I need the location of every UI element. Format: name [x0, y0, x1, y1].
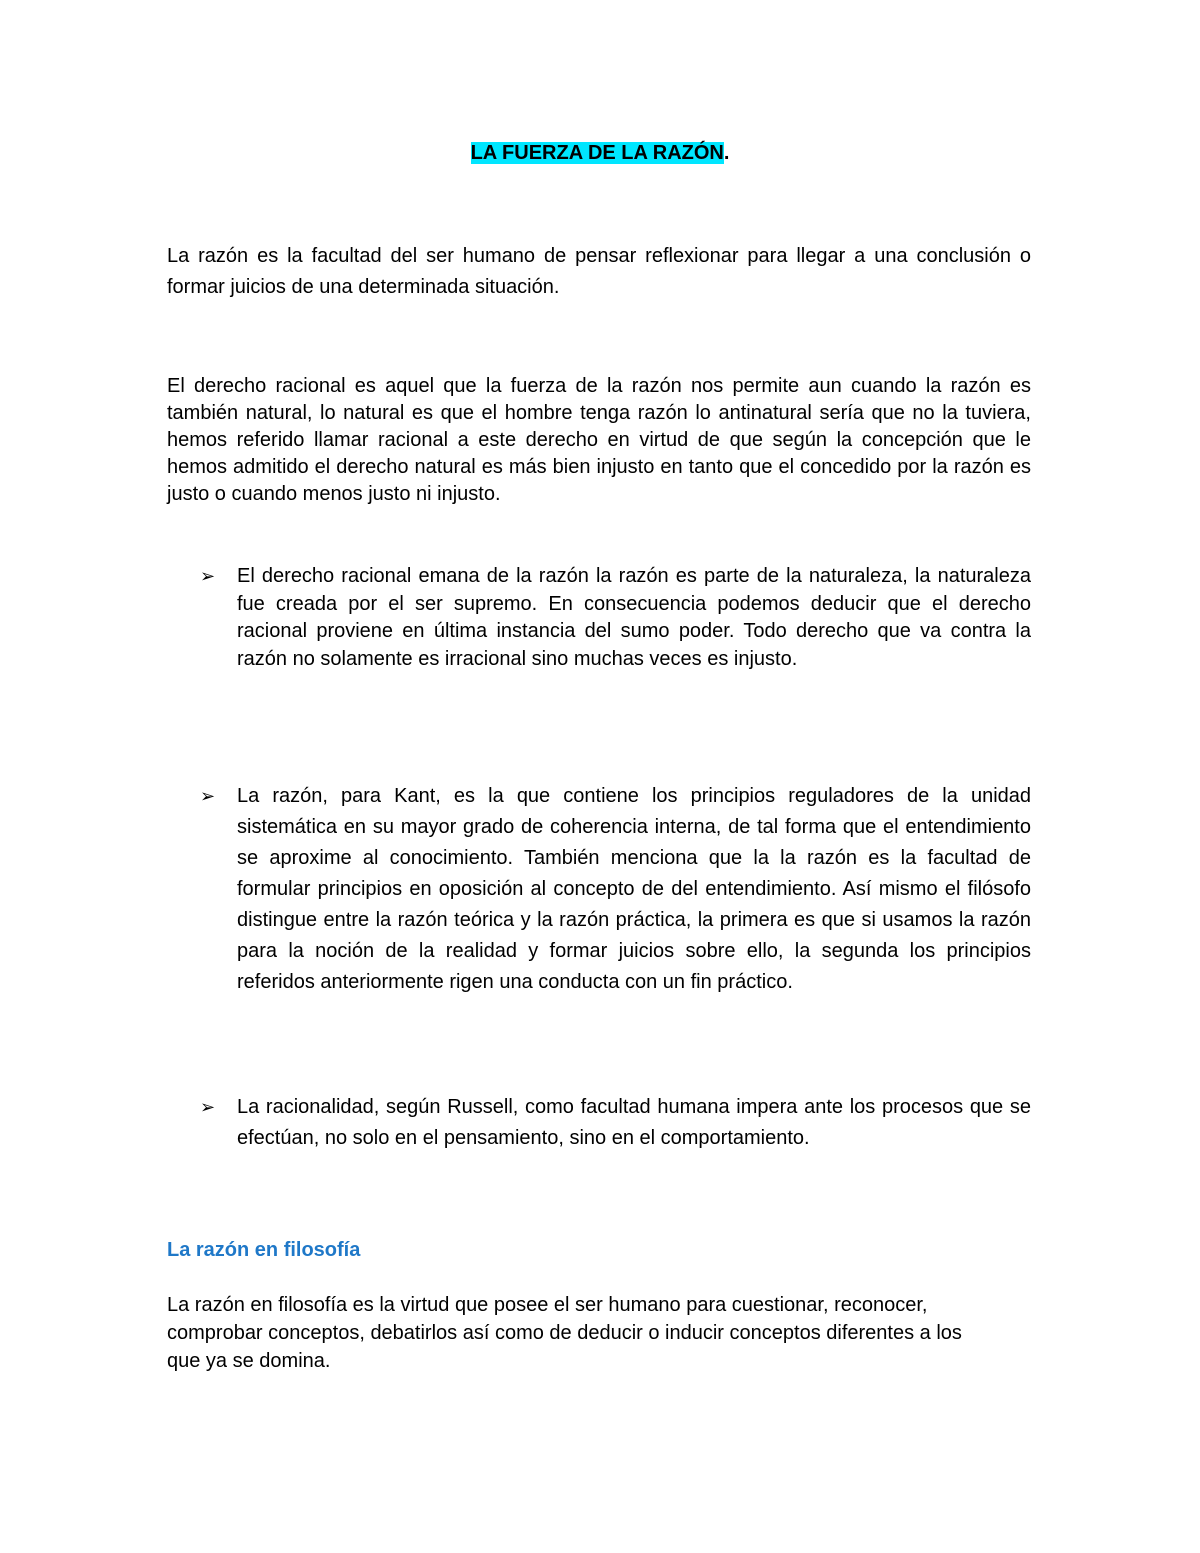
- bullet-item: [200, 781, 1031, 998]
- bullet-item: [200, 563, 1031, 673]
- philosophy-paragraph: La razón en filosofía es la virtud que posee el ser humano para cuestionar, reconocer, comprobar conceptos, debatirlos así como de deducir o inducir conceptos diferentes a los que ya se domina.: [167, 1294, 962, 1372]
- arrow-bullet-icon: ➢: [200, 566, 216, 587]
- section-heading: La razón en filosofía: [167, 1239, 361, 1261]
- bullet-item: [200, 1092, 1031, 1154]
- arrow-bullet-icon: ➢: [200, 1097, 216, 1118]
- arrow-bullet-icon: ➢: [200, 786, 216, 807]
- bullet-text: El derecho racional emana de la razón la razón es parte de la naturaleza, la naturaleza fue creada por el ser supremo. En consecuencia podemos deducir que el derecho racional proviene en última instancia del sumo poder. Todo derecho que va contra la razón no solamente es irracional sino muchas veces es injusto.: [237, 565, 1031, 670]
- bullet-text: La razón, para Kant, es la que contiene los principios reguladores de la unidad sistemática en su mayor grado de coherencia interna, de tal forma que el entendimiento se aproxime al conocimiento. También menciona que la la razón es la facultad de formular principios en oposición al concepto de del entendimiento. Así mismo el filósofo distingue entre la razón teórica y la razón práctica, la primera es que si usamos la razón para la noción de la realidad y formar juicios sobre ello, la segunda los principios referidos anteriormente rigen una conducta con un fin práctico.: [237, 785, 1031, 993]
- document-title: [469, 140, 732, 166]
- bullet-text: La racionalidad, según Russell, como facultad humana impera ante los procesos que se efectúan, no solo en el pensamiento, sino en el comportamiento.: [237, 1096, 1031, 1149]
- rational-law-paragraph: El derecho racional es aquel que la fuerza de la razón nos permite aun cuando la razón es también natural, lo natural es que el hombre tenga razón lo antinatural sería que no la tuviera, hemos referido llamar racional a este derecho en virtud de que según la concepción que le hemos admitido el derecho natural es más bien injusto en tanto que el concedido por la razón es justo o cuando menos justo ni injusto.: [167, 375, 1031, 505]
- title-container: [0, 140, 1200, 166]
- title-period: .: [723, 142, 730, 164]
- title-text: LA FUERZA DE LA RAZÓN: [470, 142, 724, 164]
- intro-paragraph: La razón es la facultad del ser humano de pensar reflexionar para llegar a una conclusión o formar juicios de una determinada situación.: [167, 245, 1031, 298]
